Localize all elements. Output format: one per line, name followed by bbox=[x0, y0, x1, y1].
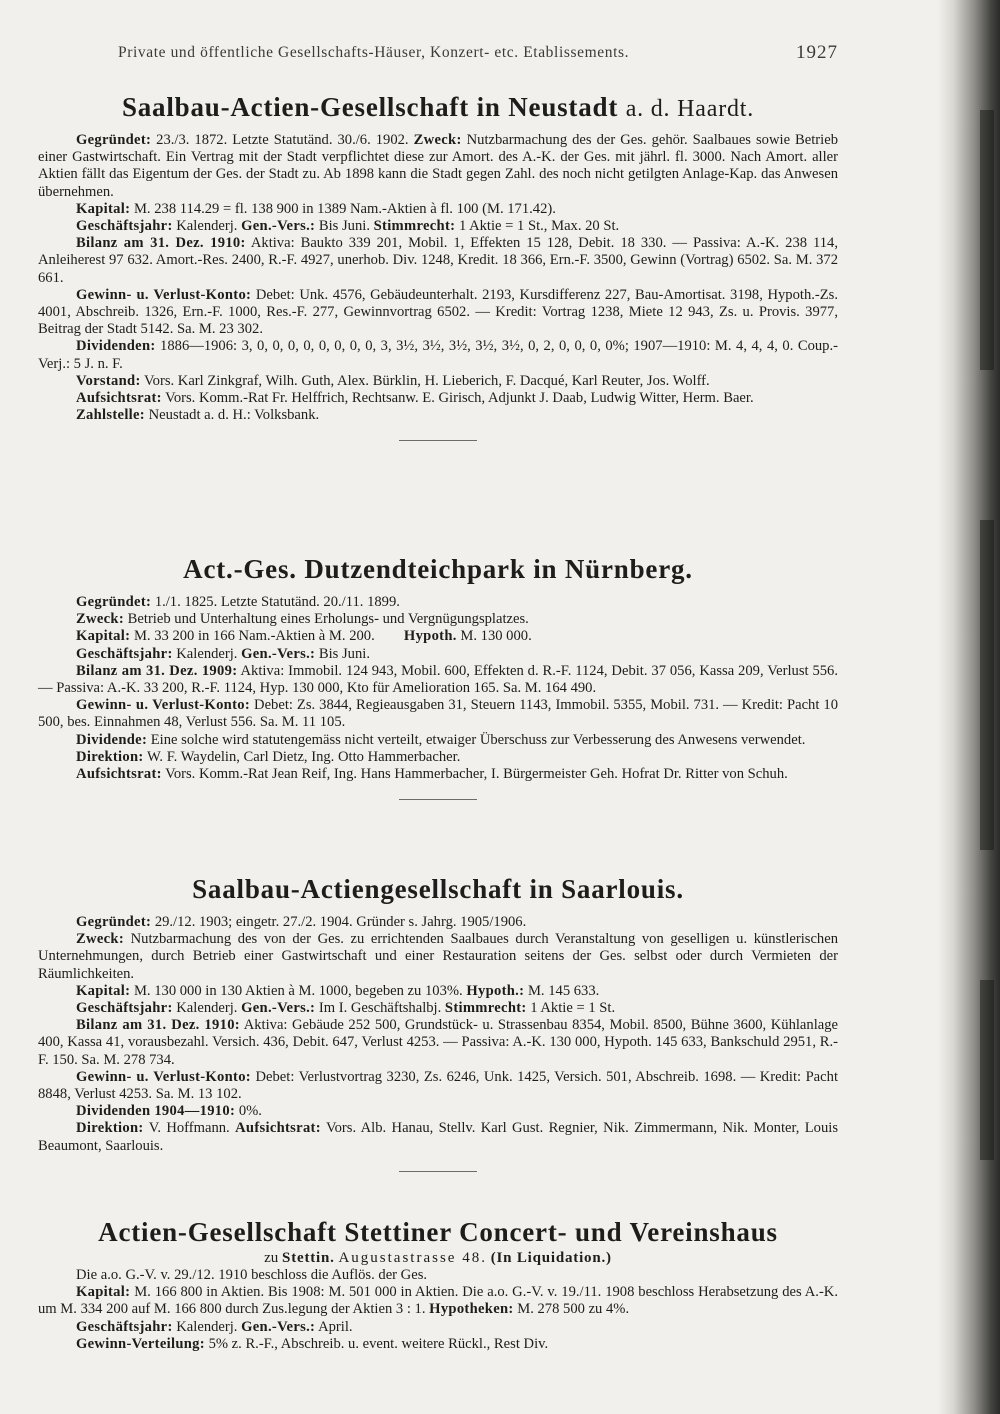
paragraph-balance bbox=[38, 235, 838, 287]
subtitle-status: (In Liquidation.) bbox=[490, 1250, 612, 1266]
label: Geschäftsjahr: bbox=[76, 1000, 173, 1017]
label: Zweck: bbox=[413, 132, 462, 148]
value: Debet: Verlustvortrag 3230, Zs. 6246, Unk. 1425, Versich. 501, Abschreib. 1698. — Kredit: Pacht 8848, Verlust 4253. Sa. M. 13 102. bbox=[38, 1068, 838, 1103]
label: Direktion: bbox=[76, 1120, 144, 1137]
subtitle-address: Augustastrasse 48. bbox=[338, 1250, 487, 1266]
paragraph-supervisory bbox=[38, 766, 838, 783]
label: Aufsichtsrat: bbox=[235, 1120, 321, 1137]
entry-title: Act.-Ges. Dutzendteichpark in Nürnberg. bbox=[183, 554, 693, 584]
label: Hypoth.: bbox=[466, 982, 525, 999]
label: Gegründet: bbox=[76, 594, 152, 610]
label: Gen.-Vers.: bbox=[241, 1000, 316, 1017]
label: Kapital: bbox=[76, 982, 131, 999]
paragraph-fiscal-year bbox=[38, 1319, 838, 1336]
label: Dividende: bbox=[76, 731, 148, 748]
paragraph-supervisory bbox=[38, 390, 838, 407]
label: Bilanz am 31. Dez. 1909: bbox=[76, 662, 238, 679]
paragraph-capital bbox=[38, 628, 838, 645]
label: Geschäftsjahr: bbox=[76, 645, 173, 662]
subtitle-prefix: zu bbox=[264, 1250, 279, 1266]
paragraph-fiscal-year bbox=[38, 646, 838, 663]
paragraph-purpose bbox=[38, 931, 838, 983]
label: Bilanz am 31. Dez. 1910: bbox=[76, 235, 246, 252]
paragraph-dividends bbox=[38, 338, 838, 372]
value: Kalenderj. bbox=[176, 1318, 238, 1335]
label: Kapital: bbox=[76, 1284, 131, 1301]
label: Dividenden 1904—1910: bbox=[76, 1103, 236, 1120]
label: Zahlstelle: bbox=[76, 407, 145, 424]
value: Bis Juni. bbox=[318, 645, 370, 662]
section-divider bbox=[399, 440, 477, 441]
value: M. 278 500 zu 4%. bbox=[517, 1301, 630, 1318]
label: Aufsichtsrat: bbox=[76, 766, 162, 783]
paragraph-direction bbox=[38, 749, 838, 766]
value: V. Hoffmann. bbox=[148, 1120, 230, 1137]
label: Stimmrecht: bbox=[373, 218, 456, 235]
label: Gegründet: bbox=[76, 914, 152, 930]
value: Die a.o. G.-V. v. 29./12. 1910 beschloss die Auflös. der Ges. bbox=[76, 1267, 428, 1283]
value: Nutzbarmachung des der Ges. gehör. Saalbaues sowie Betrieb einer Gastwirtschaft. Ein Vertrag mit der Stadt verpflichtet diese zur Amort. des A.-K. der Ges. mit jährl. fl. 3000. Nach Amort. aller Aktien fällt das Eigentum der Ges. der Stadt zu. Ab 1898 kann die Stadt gegen Zahl. des noch nicht getilgten Anlage-Kap. das Anwesen übernehmen. bbox=[38, 132, 838, 200]
value: Vors. Komm.-Rat Fr. Helffrich, Rechtsanw. E. Girisch, Adjunkt J. Daab, Ludwig Witter, Herm. Baer. bbox=[165, 390, 754, 407]
paragraph-dividends bbox=[38, 1103, 838, 1120]
value: Bis Juni. bbox=[318, 218, 370, 235]
label: Gegründet: bbox=[76, 132, 152, 148]
label: Dividenden: bbox=[76, 338, 156, 355]
value: M. 33 200 in 166 Nam.-Aktien à M. 200. bbox=[133, 628, 375, 645]
paragraph-direction bbox=[38, 1120, 838, 1154]
paragraph-balance bbox=[38, 1017, 838, 1069]
value: M. 130 000 in 130 Aktien à M. 1000, begeben zu 103%. bbox=[133, 982, 463, 999]
label: Bilanz am 31. Dez. 1910: bbox=[76, 1017, 240, 1034]
section-divider bbox=[399, 1171, 477, 1172]
title-main: Saalbau-Actien-Gesellschaft in Neustadt bbox=[121, 92, 619, 122]
label: Geschäftsjahr: bbox=[76, 218, 173, 235]
label: Gewinn- u. Verlust-Konto: bbox=[76, 697, 251, 714]
label: Gen.-Vers.: bbox=[241, 218, 316, 235]
label: Kapital: bbox=[76, 628, 131, 645]
page-number: 1927 bbox=[796, 42, 838, 63]
value: Im I. Geschäftshalbj. bbox=[318, 1000, 442, 1017]
label: Gen.-Vers.: bbox=[241, 645, 316, 662]
value: M. 238 114.29 = fl. 138 900 in 1389 Nam.-Aktien à fl. 100 (M. 171.42). bbox=[133, 200, 556, 217]
paragraph-capital bbox=[38, 201, 838, 218]
page-binding-edge bbox=[938, 0, 1000, 1414]
paragraph-profit-loss bbox=[38, 287, 838, 339]
paragraph-purpose bbox=[38, 611, 838, 628]
value: 1 Aktie = 1 St. bbox=[530, 1000, 616, 1017]
value: M. 145 633. bbox=[527, 982, 600, 999]
entry-saalbau-saarlouis bbox=[38, 872, 838, 1186]
title-suffix: a. d. Haardt. bbox=[625, 96, 755, 122]
value: M. 130 000. bbox=[460, 628, 532, 645]
label: Geschäftsjahr: bbox=[76, 1318, 173, 1335]
label: Hypotheken: bbox=[429, 1301, 514, 1318]
value: 1886—1906: 3, 0, 0, 0, 0, 0, 0, 0, 0, 3, 3½, 3½, 3½, 3½, 3½, 0, 2, 0, 0, 0, 0%; 1907—1910: M. 4, 4, 4, 0. Coup.-Verj.: 5 J. n. F. bbox=[38, 338, 838, 372]
entry-dutzendteichpark bbox=[38, 552, 838, 814]
section-divider bbox=[399, 799, 477, 800]
paragraph-founded bbox=[38, 914, 838, 931]
value: Betrieb und Unterhaltung eines Erholungs- und Vergnügungsplatzes. bbox=[127, 611, 529, 628]
label: Gewinn- u. Verlust-Konto: bbox=[76, 1068, 251, 1085]
paragraph-founded bbox=[38, 132, 838, 201]
running-head-text: Private und öffentliche Gesellschafts-Häuser, Konzert- etc. Etablissements. bbox=[118, 44, 630, 61]
paragraph-capital bbox=[38, 983, 838, 1000]
value: Eine solche wird statutengemäss nicht verteilt, etwaiger Überschuss zur Verbesserung des Anwesens verwendet. bbox=[150, 731, 806, 748]
value: Kalenderj. bbox=[176, 645, 238, 662]
paragraph-fiscal-year bbox=[38, 1000, 838, 1017]
paragraph-dissolution bbox=[38, 1267, 838, 1284]
paragraph-balance bbox=[38, 663, 838, 697]
entry-saalbau-neustadt bbox=[38, 90, 838, 455]
paragraph-capital bbox=[38, 1284, 838, 1318]
label: Zweck: bbox=[76, 611, 125, 628]
value: Aktiva: Gebäude 252 500, Grundstück- u. Strassenbau 8354, Mobil. 8500, Bühne 3600, Kühlanlage 400, Kassa 41, vorausbezahl. Versich. 436, Debit. 647, Verlust 4253. — Passiva: A.-K. 130 000, Hypoth. 145 633, Bankschuld 2951, R.-F. 150. Sa. M. 278 734. bbox=[38, 1017, 838, 1068]
value: Neustadt a. d. H.: Volksbank. bbox=[148, 407, 320, 424]
value: 1./1. 1825. Letzte Statutänd. 20./11. 1899. bbox=[154, 594, 400, 610]
value: Kalenderj. bbox=[176, 1000, 238, 1017]
value: 23./3. 1872. Letzte Statutänd. 30./6. 1902. bbox=[156, 132, 409, 148]
label: Vorstand: bbox=[76, 372, 141, 389]
value: M. 166 800 in Aktien. Bis 1908: M. 501 000 in Aktien. Die a.o. G.-V. v. 19./11. 1908 beschloss Herabsetzung des A.-K. um M. 334 200 auf M. 166 800 durch Zus.legung der Aktien 3 : 1. bbox=[38, 1284, 838, 1318]
running-head bbox=[118, 44, 838, 62]
value: Aktiva: Baukto 339 201, Mobil. 1, Effekten 15 128, Debit. 18 330. — Passiva: A.-K. 238 114, Anleiherest 97 632. Amort.-Res. 2400, R.-F. 4927, unerhob. Div. 1248, Kredit. 18 366, Ern.-F. 3500, Gewinn (Vortrag) 6502. Sa. M. 372 661. bbox=[38, 235, 838, 286]
paragraph-profit-loss bbox=[38, 697, 838, 731]
value: Vors. Karl Zinkgraf, Wilh. Guth, Alex. Bürklin, H. Lieberich, F. Dacqué, Karl Reuter, Jos. Wolff. bbox=[144, 372, 710, 389]
label: Zweck: bbox=[76, 931, 125, 948]
subtitle-city: Stettin. bbox=[282, 1250, 335, 1266]
entry-stettiner-concerthaus bbox=[38, 1215, 838, 1353]
paragraph-dividend bbox=[38, 732, 838, 749]
entry-title: Saalbau-Actiengesellschaft in Saarlouis. bbox=[192, 874, 684, 904]
label: Gewinn- u. Verlust-Konto: bbox=[76, 286, 252, 303]
label: Direktion: bbox=[76, 748, 144, 765]
value: 29./12. 1903; eingetr. 27./2. 1904. Gründer s. Jahrg. 1905/1906. bbox=[154, 914, 527, 930]
value: 5% z. R.-F., Abschreib. u. event. weitere Rückl., Rest Div. bbox=[208, 1335, 549, 1352]
paragraph-profit-distribution bbox=[38, 1336, 838, 1353]
label: Hypoth. bbox=[403, 628, 457, 645]
label: Kapital: bbox=[76, 200, 131, 217]
value: Debet: Unk. 4576, Gebäudeunterhalt. 2193, Kursdifferenz 227, Bau-Amortisat. 3198, Hypoth.-Zs. 4001, Abschreib. 1326, Ern.-F. 1000, Res.-F. 277, Gewinnvortrag 6502. — Kredit: Vortrag 1238, Miete 12 943, Zs. u. Provis. 3977, Beitrag der Stadt 5142. Sa. M. 23 302. bbox=[38, 286, 838, 338]
entry-title: Actien-Gesellschaft Stettiner Concert- und Vereinshaus bbox=[98, 1217, 778, 1247]
value: Nutzbarmachung des von der Ges. zu errichtenden Saalbaues durch Veranstaltung von geselligen u. künstlerischen Unternehmungen, durch Betrieb einer Gastwirtschaft und einer Restauration seitens der Ges. selbst oder durch Vermieten der Räumlichkeiten. bbox=[38, 931, 839, 982]
value: Debet: Zs. 3844, Regieausgaben 31, Steuern 1143, Immobil. 5355, Mobil. 731. — Kredit: Pacht 10 500, bes. Einnahmen 48, Verlust 556. Sa. M. 11 105. bbox=[38, 697, 838, 731]
label: Gen.-Vers.: bbox=[241, 1318, 316, 1335]
paragraph-board bbox=[38, 373, 838, 390]
value: 0%. bbox=[238, 1103, 262, 1120]
paragraph-fiscal-year bbox=[38, 218, 838, 235]
value: 1 Aktie = 1 St., Max. 20 St. bbox=[458, 218, 620, 235]
label: Gewinn-Verteilung: bbox=[76, 1335, 205, 1352]
paragraph-founded bbox=[38, 594, 838, 611]
value: Vors. Alb. Hanau, Stellv. Karl Gust. Regnier, Nik. Zimmermann, Nik. Monter, Louis Beaumont, Saarlouis. bbox=[38, 1120, 838, 1154]
label: Aufsichtsrat: bbox=[76, 390, 162, 407]
value: Kalenderj. bbox=[176, 218, 238, 235]
entry-title bbox=[38, 90, 838, 126]
value: W. F. Waydelin, Carl Dietz, Ing. Otto Hammerbacher. bbox=[146, 748, 461, 765]
paragraph-paying-agent bbox=[38, 407, 838, 424]
label: Stimmrecht: bbox=[444, 1000, 527, 1017]
value: April. bbox=[318, 1318, 353, 1335]
entry-subtitle bbox=[38, 1249, 838, 1267]
paragraph-profit-loss bbox=[38, 1069, 838, 1103]
value: Vors. Komm.-Rat Jean Reif, Ing. Hans Hammerbacher, I. Bürgermeister Geh. Hofrat Dr. Ritter von Schuh. bbox=[165, 766, 788, 783]
value: Aktiva: Immobil. 124 943, Mobil. 600, Effekten d. R.-F. 1124, Debit. 37 056, Kassa 209, Verlust 556. — Passiva: A.-K. 33 200, R.-F. 1124, Hyp. 130 000, Kto für Amelioration 165. Sa. M. 164 490. bbox=[38, 662, 839, 697]
